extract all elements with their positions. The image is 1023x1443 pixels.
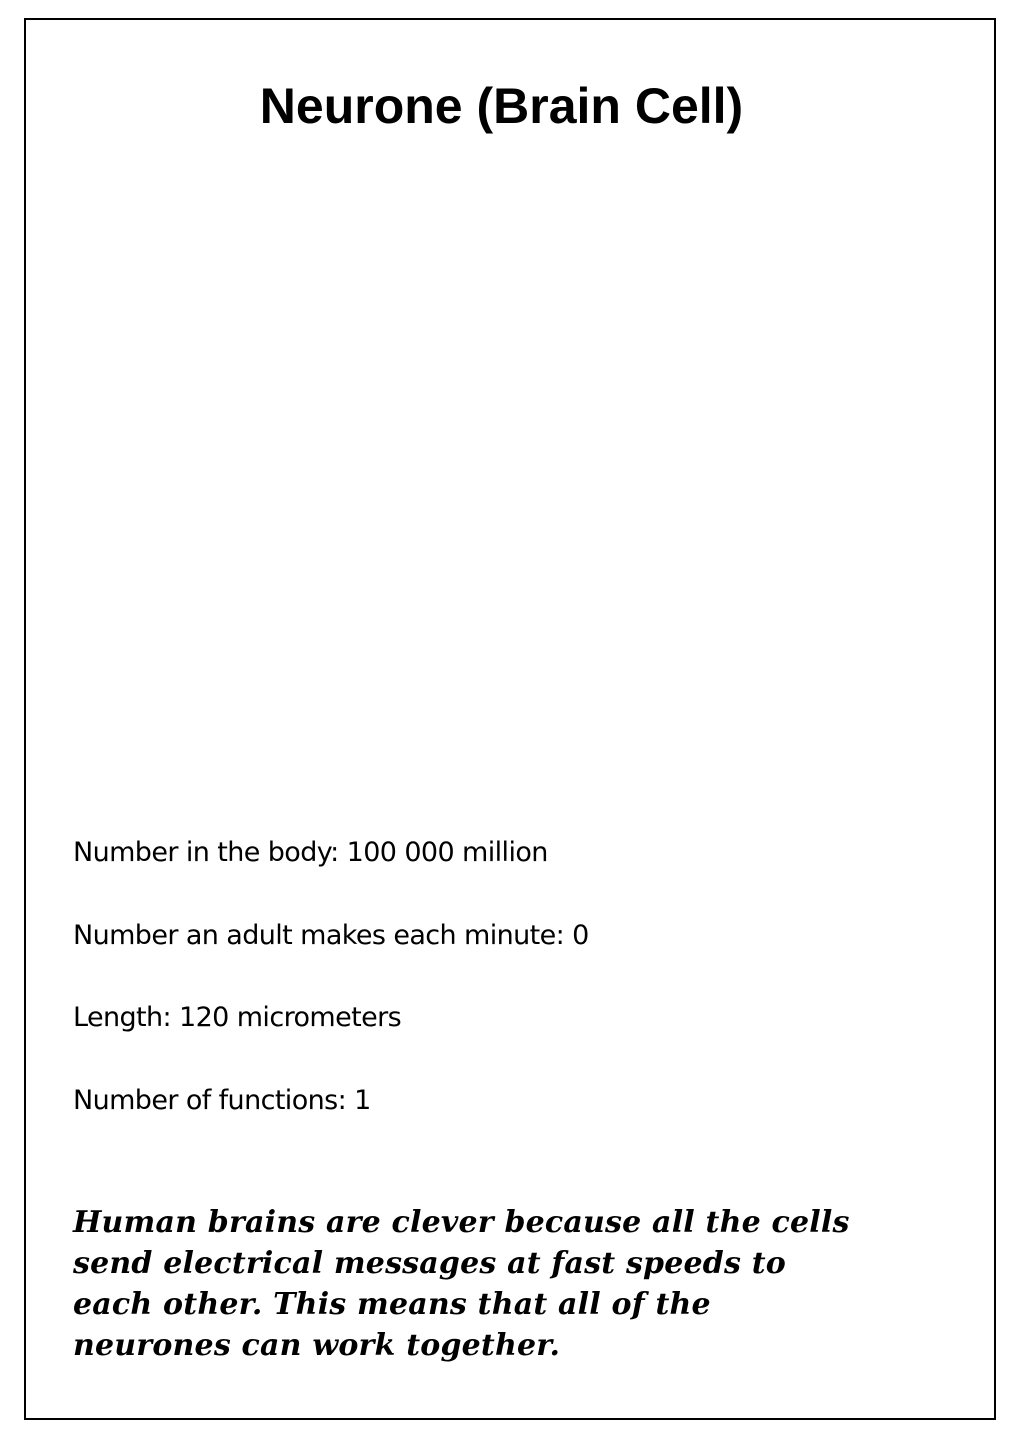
- description-line: neurones can work together.: [73, 1328, 561, 1363]
- fact-functions: Number of functions: 1: [73, 1084, 371, 1116]
- facts-list: [73, 834, 953, 1164]
- fact-length: Length: 120 micrometers: [73, 1002, 402, 1033]
- description-text: [73, 1202, 973, 1366]
- image-area: [60, 170, 960, 810]
- fact-adult-production: Number an adult makes each minute: 0: [73, 919, 589, 951]
- description-line: each other. This means that all of the: [73, 1287, 711, 1322]
- card-title: Neurone (Brain Cell): [259, 78, 744, 134]
- description-line: send electrical messages at fast speeds to: [73, 1246, 786, 1281]
- description-line: Human brains are clever because all the cells: [73, 1205, 850, 1240]
- fact-number-in-body: Number in the body: 100 000 million: [73, 837, 548, 868]
